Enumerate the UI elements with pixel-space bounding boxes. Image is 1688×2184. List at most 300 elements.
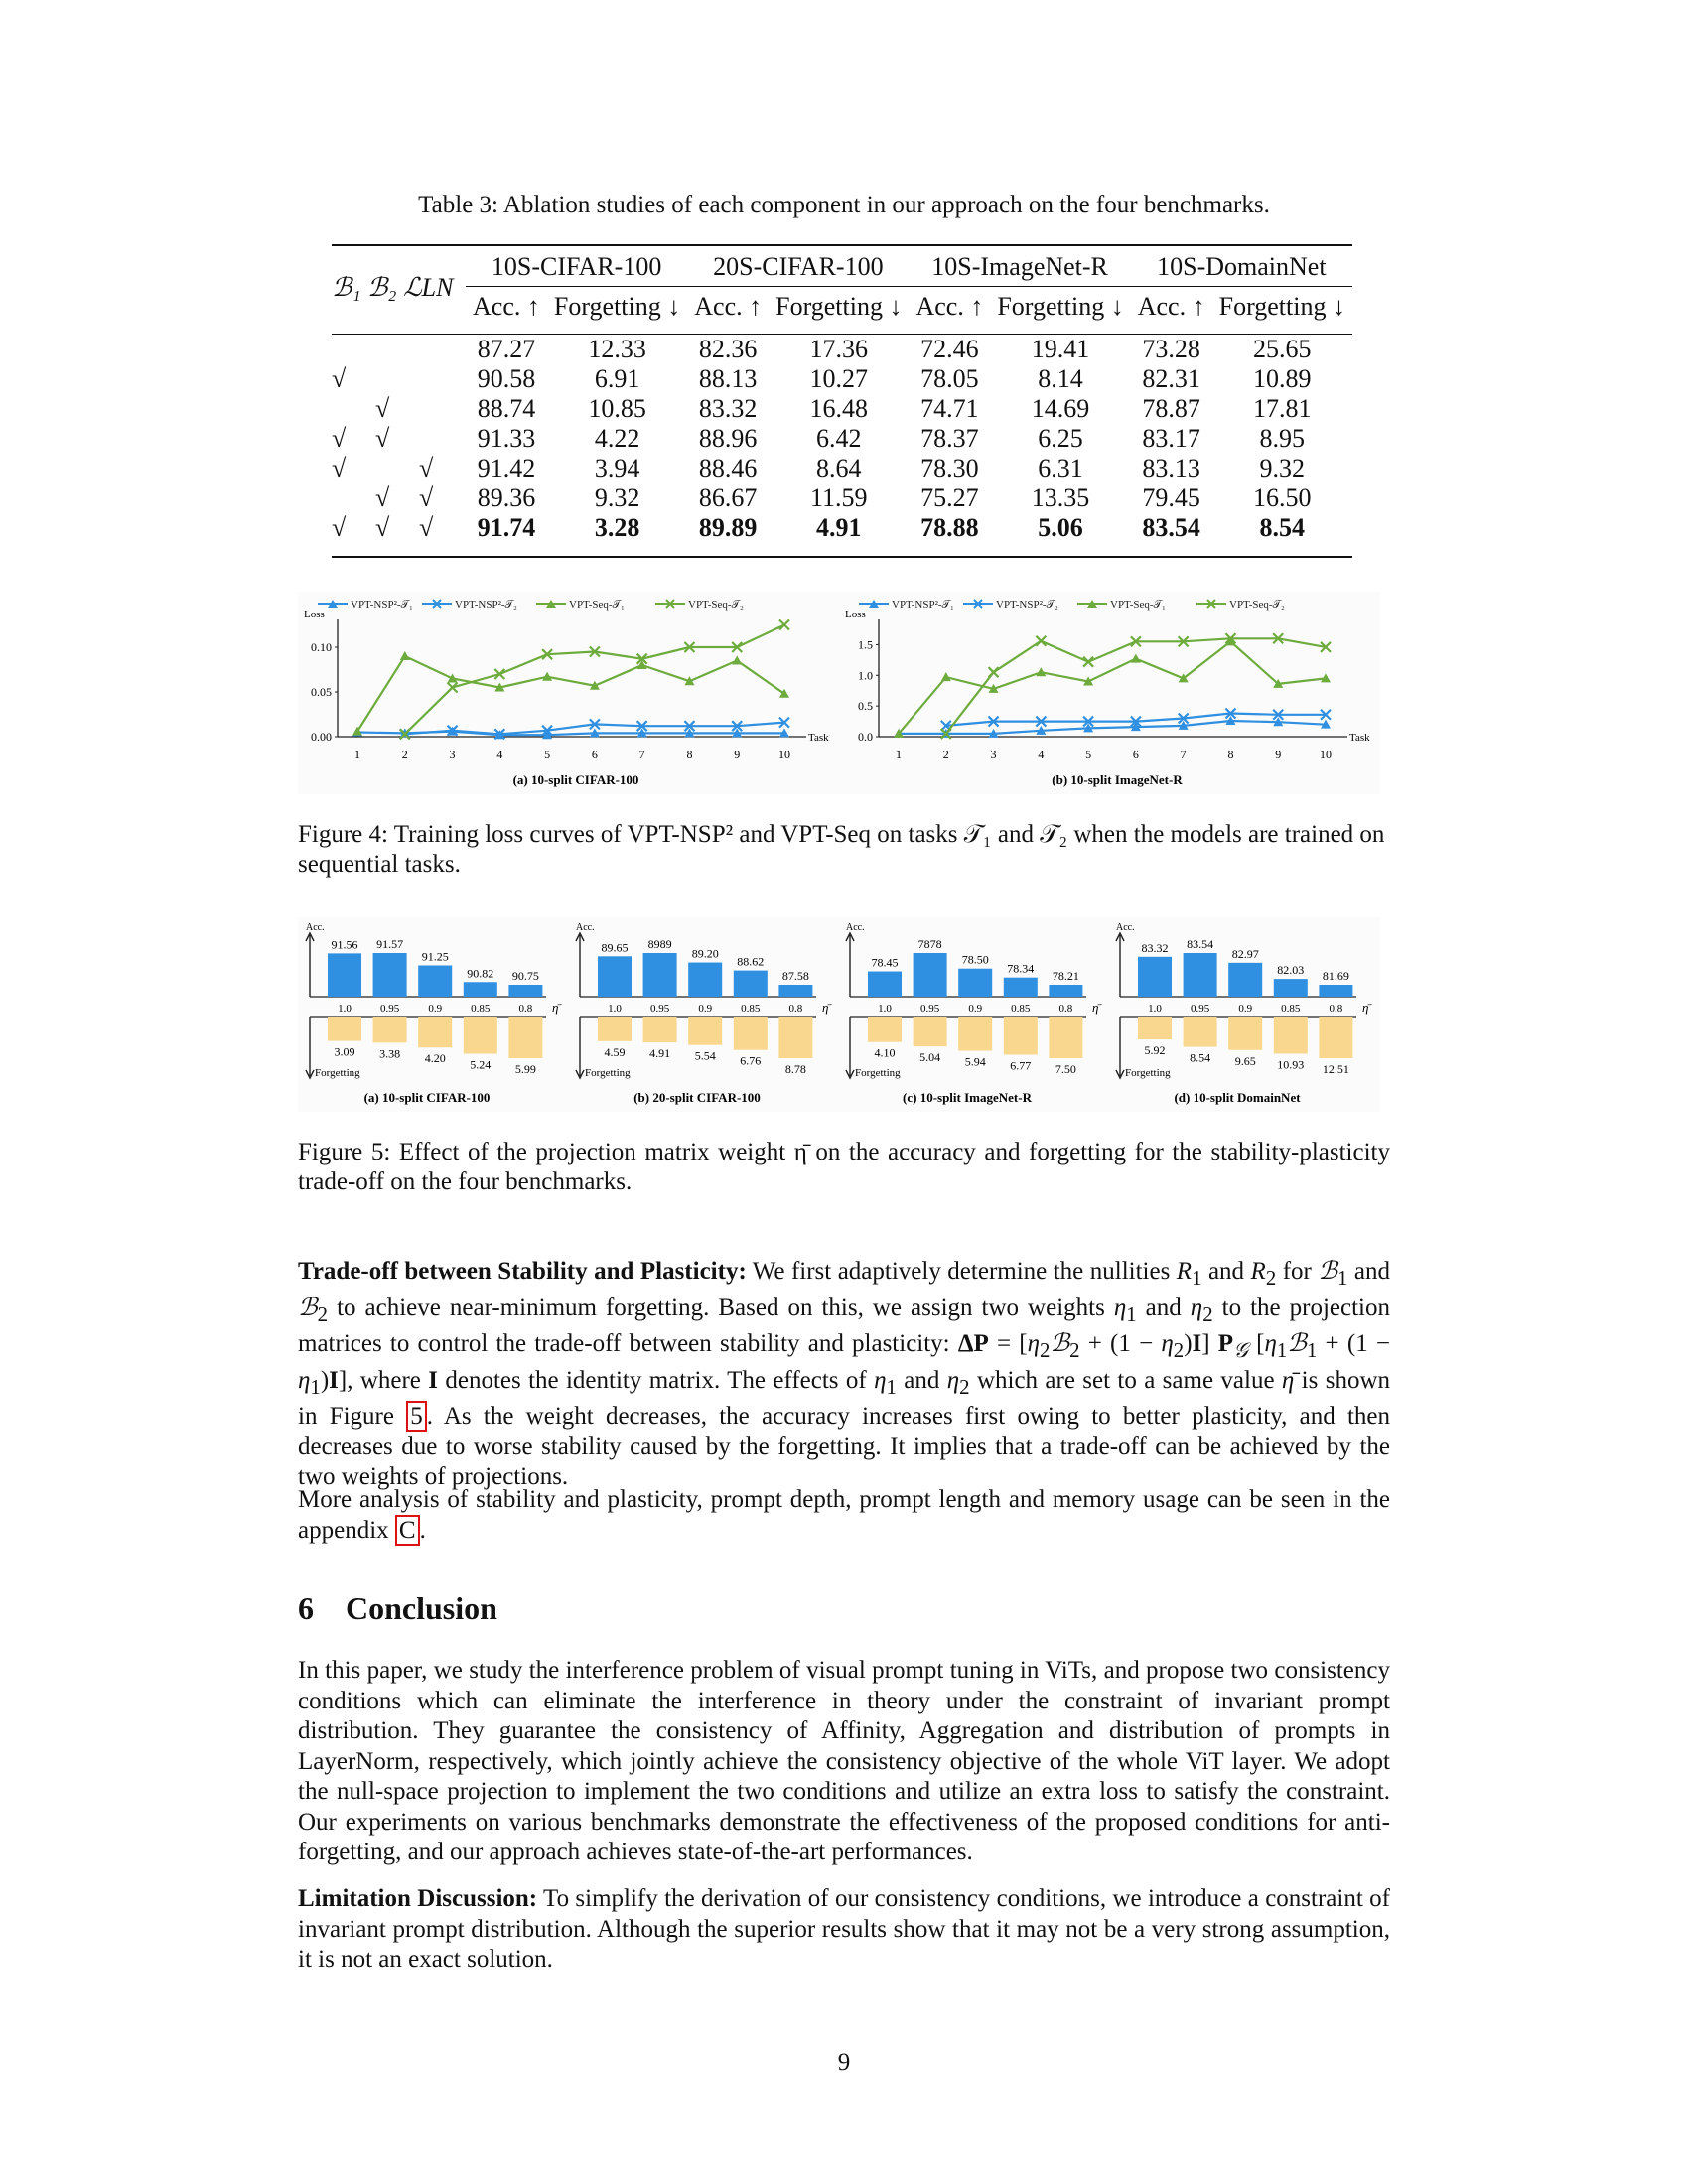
table-cell: 17.81 xyxy=(1253,394,1312,423)
figure-link[interactable]: 5 xyxy=(406,1401,427,1432)
check-mark: √ xyxy=(375,483,390,512)
component-checks xyxy=(332,364,466,394)
x-tick-label: 4 xyxy=(496,748,503,761)
x-tick-label: 2 xyxy=(401,748,408,761)
metric-acc: Acc. ↑ xyxy=(1131,287,1212,328)
tradeoff-text: to the projection matrices to control the trade-off between stability and plasticity: xyxy=(298,1294,1391,1357)
acc-bar xyxy=(868,972,902,997)
component-checks xyxy=(332,483,466,513)
table-cell: 17.36 xyxy=(809,335,869,363)
acc-value-label: 78.21 xyxy=(1052,969,1079,983)
x-tick-label: 0.8 xyxy=(1329,1003,1343,1015)
legend-label: VPT-Seq-𝒯₂ xyxy=(1229,599,1285,611)
x-tick-label: 0.8 xyxy=(1058,1003,1073,1015)
acc-value-label: 91.57 xyxy=(376,937,404,951)
acc-value-label: 87.58 xyxy=(781,969,809,983)
data-point xyxy=(542,672,552,681)
check-mark: √ xyxy=(375,513,390,542)
x-tick-label: 4 xyxy=(1038,748,1045,761)
x-tick-label: 5 xyxy=(1085,748,1092,761)
table-cell: 78.87 xyxy=(1142,394,1200,423)
table-cell: 6.25 xyxy=(1038,424,1083,453)
table-cell: 14.69 xyxy=(1031,394,1090,423)
x-tick-label: 0.85 xyxy=(741,1003,761,1015)
forgetting-bar xyxy=(1274,1017,1308,1053)
table-cell: 78.88 xyxy=(920,513,979,542)
x-tick-label: 10 xyxy=(1320,748,1332,761)
forgetting-value-label: 9.65 xyxy=(1234,1053,1256,1068)
data-point xyxy=(941,672,951,681)
y-tick-label: 1.0 xyxy=(858,668,873,683)
table-cell: 89.36 xyxy=(477,483,536,512)
x-tick-label: 0.95 xyxy=(1190,1003,1210,1015)
conclusion-paragraph: In this paper, we study the interference problem of visual prompt tuning in ViTs, and propose two consistency conditions which can eliminate the interference in theory under the constraint of invariant prompt distribution. They guarantee the consistency of Affinity, Aggregation and distribution of prompts in LayerNorm, respectively, which jointly achieve the consistency objective of the whole ViT layer. We adopt the null-space projection to implement the two conditions and utilize an extra loss to satisfy the constraint. Our experiments on various benchmarks demonstrate the effectiveness of the proposed conditions for anti-forgetting, and our approach achieves state-of-the-art performances. xyxy=(298,1657,1390,1865)
legend-label: VPT-Seq-𝒯₂ xyxy=(688,599,744,611)
figure4-chart xyxy=(298,592,1380,794)
fgt-axis-label: Forgetting xyxy=(1125,1067,1171,1079)
tradeoff-text: We first adaptively determine the nullities xyxy=(746,1258,1177,1285)
table-row xyxy=(332,394,1352,424)
check-mark: √ xyxy=(419,513,434,542)
acc-bar xyxy=(464,982,497,997)
x-axis-label: Task xyxy=(1349,732,1370,744)
legend-label: VPT-Seq-𝒯₁ xyxy=(569,599,625,611)
acc-value-label: 82.03 xyxy=(1277,963,1305,978)
table-cell: 9.32 xyxy=(1259,454,1306,482)
table-cell: 78.37 xyxy=(920,424,979,453)
table-cell: 83.17 xyxy=(1142,424,1200,453)
table-bottom-rule xyxy=(332,556,1352,558)
acc-value-label: 83.54 xyxy=(1187,937,1214,951)
table-cell: 4.22 xyxy=(594,424,640,453)
legend-label: VPT-NSP²-𝒯₁ xyxy=(892,599,954,611)
component-checks xyxy=(332,327,466,364)
forgetting-value-label: 5.54 xyxy=(694,1048,716,1063)
series-line xyxy=(899,721,1326,734)
table-row xyxy=(332,483,1352,513)
x-axis-label: η̄ xyxy=(1092,1000,1099,1015)
x-tick-label: 1.0 xyxy=(338,1003,352,1015)
acc-value-label: 88.62 xyxy=(737,954,765,969)
table-cell: 9.32 xyxy=(594,483,640,512)
x-tick-label: 1 xyxy=(354,748,360,761)
data-point xyxy=(1036,667,1046,676)
x-tick-label: 0.9 xyxy=(428,1003,443,1015)
acc-bar xyxy=(508,985,542,997)
section-heading-conclusion: 6 Conclusion xyxy=(298,1590,497,1626)
table-cell: 11.59 xyxy=(810,483,868,512)
forgetting-bar xyxy=(1184,1017,1217,1047)
y-tick-label: 0.5 xyxy=(858,699,873,714)
x-tick-label: 9 xyxy=(734,748,741,761)
acc-bar xyxy=(1319,985,1352,997)
benchmark-header: 20S-CIFAR-100 xyxy=(713,252,884,281)
fgt-axis-label: Forgetting xyxy=(855,1067,901,1079)
line-chart-panel xyxy=(304,599,829,787)
acc-axis-label: Acc. xyxy=(1116,922,1135,933)
table-cell: 6.31 xyxy=(1038,454,1083,482)
x-tick-label: 8 xyxy=(1227,748,1234,761)
forgetting-bar xyxy=(598,1017,632,1041)
acc-bar xyxy=(778,985,812,997)
bar-chart-panel xyxy=(1116,922,1372,1105)
table-cell: 82.31 xyxy=(1142,364,1200,393)
acc-bar xyxy=(734,971,768,997)
more-analysis-text: More analysis of stability and plasticity, prompt depth, prompt length and memory usage can be seen in the appendix xyxy=(298,1486,1390,1544)
acc-value-label: 78.45 xyxy=(871,955,899,970)
forgetting-value-label: 8.54 xyxy=(1190,1050,1211,1065)
forgetting-value-label: 4.20 xyxy=(424,1051,446,1066)
acc-bar xyxy=(598,956,632,997)
y-tick-label: 0.10 xyxy=(311,640,332,654)
check-mark: √ xyxy=(332,364,347,393)
tradeoff-text: denotes the identity matrix. The effects of xyxy=(438,1366,875,1394)
forgetting-bar xyxy=(373,1017,407,1042)
subfigure-caption: (a) 10-split CIFAR-100 xyxy=(363,1090,491,1105)
metric-acc: Acc. ↑ xyxy=(466,287,547,328)
table-cell: 4.91 xyxy=(816,513,862,542)
forgetting-value-label: 10.93 xyxy=(1277,1057,1305,1072)
legend-label: VPT-NSP²-𝒯₁ xyxy=(351,599,413,611)
x-tick-label: 8 xyxy=(686,748,693,761)
component-checks xyxy=(332,513,466,543)
metric-forgetting: Forgetting ↓ xyxy=(769,287,909,328)
forgetting-value-label: 6.76 xyxy=(740,1053,762,1068)
more-analysis-paragraph xyxy=(298,1485,1390,1546)
forgetting-value-label: 7.50 xyxy=(1055,1062,1076,1076)
table-cell: 8.54 xyxy=(1259,513,1306,542)
acc-bar xyxy=(1049,985,1082,997)
x-tick-label: 0.95 xyxy=(649,1003,670,1015)
table-row xyxy=(332,364,1352,394)
acc-axis-label: Acc. xyxy=(846,922,865,933)
table-cell: 10.85 xyxy=(588,394,646,423)
forgetting-bar xyxy=(418,1017,452,1047)
forgetting-value-label: 12.51 xyxy=(1322,1062,1349,1076)
table-cell: 83.32 xyxy=(698,394,758,423)
bar-chart-panel xyxy=(846,922,1102,1105)
x-tick-label: 7 xyxy=(638,748,645,761)
check-mark: √ xyxy=(419,454,434,482)
forgetting-value-label: 8.78 xyxy=(784,1062,806,1076)
metric-acc: Acc. ↑ xyxy=(909,287,990,328)
subfigure-caption: (c) 10-split ImageNet-R xyxy=(903,1090,1032,1105)
forgetting-bar xyxy=(778,1017,812,1058)
table-cell: 82.36 xyxy=(698,335,758,363)
table-cell: 8.14 xyxy=(1038,364,1083,393)
ablation-table xyxy=(332,246,1352,543)
series-line xyxy=(357,656,784,732)
acc-value-label: 7878 xyxy=(917,937,942,951)
bar-chart-panel xyxy=(306,922,562,1105)
acc-value-label: 89.20 xyxy=(691,946,719,961)
forgetting-value-label: 5.92 xyxy=(1144,1043,1166,1058)
x-axis-label: η̄ xyxy=(1362,1000,1369,1015)
table-cell: 78.05 xyxy=(920,364,979,393)
acc-value-label: 82.97 xyxy=(1231,946,1259,961)
x-axis-label: η̄ xyxy=(822,1000,829,1015)
tradeoff-text: which are set to a same value xyxy=(969,1366,1282,1394)
check-mark: √ xyxy=(375,424,390,453)
acc-bar xyxy=(373,953,407,997)
x-tick-label: 0.95 xyxy=(379,1003,400,1015)
data-point xyxy=(989,667,999,677)
table-cell: 3.94 xyxy=(594,454,640,482)
limitation-paragraph xyxy=(298,1884,1390,1976)
check-mark: √ xyxy=(332,513,347,542)
metric-acc: Acc. ↑ xyxy=(687,287,769,328)
check-mark: √ xyxy=(332,454,347,482)
forgetting-bar xyxy=(1319,1017,1352,1058)
x-tick-label: 0.8 xyxy=(788,1003,803,1015)
acc-value-label: 89.65 xyxy=(601,940,629,955)
figure5-caption: Figure 5: Effect of the projection matrix weight η̄ on the accuracy and forgetting for the stability-plasticity trade-off on the four benchmarks. xyxy=(298,1139,1390,1195)
limitation-text: To simplify the derivation of our consistency conditions, we introduce a constraint of invariant prompt distribution. Although the superior results show that it may not be a very strong assumption, it is not an exact solution. xyxy=(298,1885,1390,1973)
data-point xyxy=(732,656,742,665)
table-cell: 5.06 xyxy=(1038,513,1083,542)
metric-forgetting: Forgetting ↓ xyxy=(1212,287,1352,328)
table-cell: 90.58 xyxy=(477,364,536,393)
table-cell: 89.89 xyxy=(698,513,758,542)
table-cell: 91.74 xyxy=(477,513,536,542)
forgetting-bar xyxy=(1228,1017,1262,1050)
x-axis-label: η̄ xyxy=(552,1000,559,1015)
more-analysis-end: . xyxy=(419,1516,426,1544)
acc-value-label: 81.69 xyxy=(1322,969,1349,983)
x-tick-label: 2 xyxy=(942,748,949,761)
data-point xyxy=(779,620,789,630)
legend-label: VPT-Seq-𝒯₁ xyxy=(1110,599,1166,611)
forgetting-bar xyxy=(914,1017,947,1046)
acc-bar xyxy=(418,965,452,997)
figure5-chart xyxy=(298,917,1380,1112)
benchmark-header: 10S-CIFAR-100 xyxy=(491,252,662,281)
table-cell: 73.28 xyxy=(1142,335,1200,363)
table-cell: 8.64 xyxy=(816,454,862,482)
table-cell: 10.89 xyxy=(1253,364,1312,393)
table-cell: 16.50 xyxy=(1253,483,1312,512)
x-tick-label: 0.85 xyxy=(1281,1003,1301,1015)
forgetting-bar xyxy=(688,1017,722,1045)
table-cell: 3.28 xyxy=(594,513,640,542)
table-row xyxy=(332,454,1352,483)
table-cell: 72.46 xyxy=(920,335,979,363)
x-tick-label: 1 xyxy=(896,748,902,761)
appendix-link[interactable]: C xyxy=(395,1515,420,1546)
x-tick-label: 0.9 xyxy=(1238,1003,1253,1015)
data-point xyxy=(1083,657,1093,667)
component-checks xyxy=(332,454,466,483)
tradeoff-heading: Trade-off between Stability and Plasticity: xyxy=(298,1258,747,1285)
x-tick-label: 6 xyxy=(1132,748,1139,761)
table-cell: 25.65 xyxy=(1253,335,1312,363)
table-cell: 79.45 xyxy=(1142,483,1200,512)
x-tick-label: 9 xyxy=(1275,748,1282,761)
table-row xyxy=(332,513,1352,543)
series-line xyxy=(899,641,1326,734)
table-cell: 86.67 xyxy=(698,483,758,512)
table-row xyxy=(332,327,1352,364)
check-mark: √ xyxy=(375,394,390,423)
forgetting-value-label: 5.24 xyxy=(470,1057,492,1072)
legend-label: VPT-NSP²-𝒯₂ xyxy=(455,599,517,611)
x-tick-label: 3 xyxy=(990,748,997,761)
acc-axis-label: Acc. xyxy=(576,922,595,933)
acc-value-label: 78.34 xyxy=(1007,961,1035,976)
y-axis-label: Loss xyxy=(304,609,325,620)
table-row xyxy=(332,424,1352,454)
y-tick-label: 0.00 xyxy=(311,730,332,744)
acc-bar xyxy=(1184,953,1217,997)
forgetting-bar xyxy=(1004,1017,1038,1054)
table-cell: 75.27 xyxy=(920,483,979,512)
acc-bar xyxy=(914,953,947,997)
acc-axis-label: Acc. xyxy=(306,922,325,933)
x-tick-label: 0.8 xyxy=(518,1003,533,1015)
metric-forgetting: Forgetting ↓ xyxy=(547,287,687,328)
figure4-panel xyxy=(298,592,1380,794)
data-point xyxy=(1036,636,1046,646)
acc-bar xyxy=(958,969,992,997)
x-axis-label: Task xyxy=(808,732,829,744)
forgetting-bar xyxy=(328,1017,361,1041)
forgetting-value-label: 6.77 xyxy=(1010,1058,1032,1073)
component-checks xyxy=(332,394,466,424)
forgetting-bar xyxy=(643,1017,677,1042)
table-caption: Table 3: Ablation studies of each component in our approach on the four benchmarks. xyxy=(418,192,1270,218)
table-cell: 8.95 xyxy=(1259,424,1306,453)
page-number: 9 xyxy=(837,2049,851,2076)
forgetting-value-label: 5.94 xyxy=(964,1054,986,1069)
x-tick-label: 1.0 xyxy=(878,1003,892,1015)
x-tick-label: 0.85 xyxy=(471,1003,491,1015)
acc-value-label: 91.56 xyxy=(331,937,358,952)
table-cell: 16.48 xyxy=(809,394,869,423)
component-header: ℬ₁ ℬ₂ ℒLN xyxy=(332,272,454,302)
acc-value-label: 91.25 xyxy=(421,949,449,964)
forgetting-value-label: 5.99 xyxy=(514,1062,536,1076)
check-mark: √ xyxy=(419,483,434,512)
x-tick-label: 0.85 xyxy=(1011,1003,1031,1015)
forgetting-bar xyxy=(734,1017,768,1050)
component-checks xyxy=(332,424,466,454)
y-tick-label: 1.5 xyxy=(858,637,873,652)
tradeoff-text: to achieve near-minimum forgetting. Based on this, we assign two weights xyxy=(328,1294,1114,1321)
subfigure-caption: (d) 10-split DomainNet xyxy=(1174,1090,1301,1105)
benchmark-header: 10S-ImageNet-R xyxy=(931,252,1108,281)
x-tick-label: 7 xyxy=(1180,748,1187,761)
fgt-axis-label: Forgetting xyxy=(585,1067,631,1079)
x-tick-label: 0.9 xyxy=(968,1003,983,1015)
forgetting-value-label: 5.04 xyxy=(919,1050,941,1065)
figure4-caption: Figure 4: Training loss curves of VPT-NSP² and VPT-Seq on tasks 𝒯₁ and 𝒯₂ when the models are trained on sequential tasks. xyxy=(298,821,1385,878)
table-cell: 91.42 xyxy=(477,454,536,482)
x-tick-label: 10 xyxy=(778,748,790,761)
data-point xyxy=(400,651,410,660)
limitation-heading: Limitation Discussion: xyxy=(298,1885,538,1912)
acc-bar xyxy=(1274,979,1308,997)
table-cell: 83.13 xyxy=(1142,454,1200,482)
subfigure-caption: (b) 10-split ImageNet-R xyxy=(1052,772,1183,787)
table-cell: 13.35 xyxy=(1031,483,1090,512)
forgetting-value-label: 3.09 xyxy=(334,1044,355,1059)
acc-bar xyxy=(1138,957,1172,997)
x-tick-label: 3 xyxy=(449,748,456,761)
table-cell: 88.74 xyxy=(477,394,536,423)
forgetting-bar xyxy=(508,1017,542,1058)
acc-bar xyxy=(688,963,722,997)
acc-value-label: 78.50 xyxy=(961,952,989,967)
table-cell: 6.91 xyxy=(594,364,640,393)
table-cell: 88.13 xyxy=(698,364,758,393)
table-cell: 74.71 xyxy=(920,394,979,423)
subfigure-caption: (a) 10-split CIFAR-100 xyxy=(512,772,639,787)
forgetting-bar xyxy=(1049,1017,1082,1058)
acc-value-label: 83.32 xyxy=(1141,940,1169,955)
table-cell: 12.33 xyxy=(588,335,646,363)
tradeoff-text: , where xyxy=(347,1366,429,1394)
y-tick-label: 0.05 xyxy=(311,685,332,699)
table-cell: 88.46 xyxy=(698,454,758,482)
forgetting-value-label: 4.59 xyxy=(604,1044,626,1059)
forgetting-bar xyxy=(464,1017,497,1053)
fgt-axis-label: Forgetting xyxy=(315,1067,360,1079)
benchmark-header: 10S-DomainNet xyxy=(1157,252,1327,281)
figure5-panel xyxy=(298,917,1380,1112)
subfigure-caption: (b) 20-split CIFAR-100 xyxy=(633,1090,761,1105)
x-tick-label: 1.0 xyxy=(608,1003,622,1015)
acc-value-label: 8989 xyxy=(647,937,672,951)
table-cell: 78.30 xyxy=(920,454,979,482)
y-tick-label: 0.0 xyxy=(858,730,873,744)
table-cell: 83.54 xyxy=(1142,513,1200,542)
table-cell: 19.41 xyxy=(1031,335,1090,363)
forgetting-bar xyxy=(958,1017,992,1051)
acc-value-label: 90.75 xyxy=(511,969,539,983)
table-cell: 91.33 xyxy=(477,424,536,453)
table-cell: 10.27 xyxy=(809,364,869,393)
table-cell: 87.27 xyxy=(477,335,536,363)
forgetting-bar xyxy=(868,1017,902,1042)
forgetting-value-label: 4.91 xyxy=(649,1046,671,1061)
forgetting-value-label: 4.10 xyxy=(874,1045,896,1060)
acc-bar xyxy=(328,953,361,997)
check-mark: √ xyxy=(332,424,347,453)
x-tick-label: 0.95 xyxy=(919,1003,940,1015)
acc-bar xyxy=(643,953,677,997)
table-cell: 6.42 xyxy=(816,424,862,453)
x-tick-label: 6 xyxy=(591,748,598,761)
legend-label: VPT-NSP²-𝒯₂ xyxy=(996,599,1058,611)
acc-value-label: 90.82 xyxy=(467,966,494,981)
y-axis-label: Loss xyxy=(845,609,866,620)
tradeoff-paragraph: Trade-off between Stability and Plasticity: We first adaptively determine the nullities $R_1$ and $R_2$ for ℬ$_1$ and ℬ$_2$ to achieve near-minimum forgetting. Based on this, we assign two weights $\eta_1$ and $\eta_2$ to the projection matrices to control the trade-off between stability and plasticity: $\Delta P = [\eta_2ℬ_2 + (1 - \eta_2)I]$ $P_𝒢$ $[\eta_1ℬ_1 + (1 - \eta_1)I]$, where I denotes the identity matrix. The effects of $\eta_1$ and $\eta_2$ which are set to a same value η̄ is shown in Figure 5 . As the weight decreases, the accuracy increases first owing to better plasticity, and then decreases due to worse stability caused by the forgetting. It implies that a trade-off can be achieved by the two weights of projections. xyxy=(298,1258,1391,1490)
x-tick-label: 0.9 xyxy=(698,1003,713,1015)
bar-chart-panel xyxy=(576,922,832,1105)
forgetting-value-label: 3.38 xyxy=(379,1046,401,1061)
table-cell: 88.96 xyxy=(698,424,758,453)
data-point xyxy=(1131,654,1141,663)
acc-bar xyxy=(1228,963,1262,997)
x-tick-label: 5 xyxy=(544,748,551,761)
tradeoff-text: is shown in Figure xyxy=(298,1366,1390,1430)
forgetting-bar xyxy=(1138,1017,1172,1039)
line-chart-panel xyxy=(845,599,1370,787)
x-tick-label: 1.0 xyxy=(1148,1003,1162,1015)
acc-bar xyxy=(1004,978,1038,997)
tradeoff-text: . As the weight decreases, the accuracy increases first owing to better plasticity, and then decreases due to worse stability caused by the forgetting. It implies that a trade-off can be achieved by the two weights of projections. xyxy=(298,1403,1390,1490)
metric-forgetting: Forgetting ↓ xyxy=(990,287,1130,328)
